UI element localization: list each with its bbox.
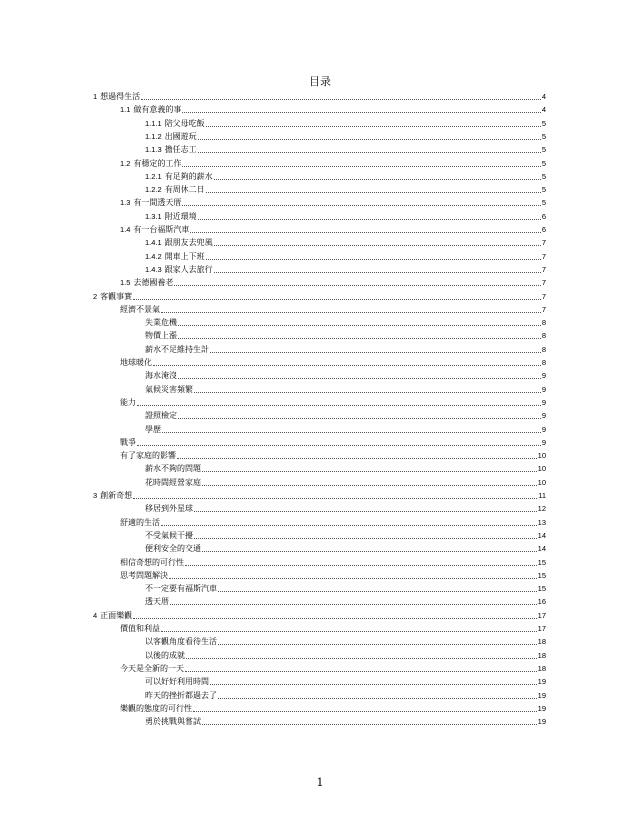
toc-entry[interactable] xyxy=(145,383,546,395)
toc-entry[interactable] xyxy=(93,290,546,302)
toc-leader-dots xyxy=(214,271,541,273)
toc-entry-page: 9 xyxy=(541,438,546,447)
toc-entry[interactable] xyxy=(120,702,546,714)
toc-leader-dots xyxy=(137,444,541,446)
toc-entry-text: 戰爭 xyxy=(120,438,136,447)
toc-entry[interactable] xyxy=(145,210,546,222)
toc-entry-page: 5 xyxy=(541,172,546,181)
toc-entry[interactable] xyxy=(120,662,546,674)
toc-leader-dots xyxy=(202,484,537,486)
toc-entry[interactable] xyxy=(120,622,546,634)
toc-entry[interactable] xyxy=(93,609,546,621)
toc-entry-page: 4 xyxy=(541,92,546,101)
toc-entry-text: 失業危機 xyxy=(145,318,177,327)
toc-entry-page: 19 xyxy=(537,691,546,700)
toc-entry-page: 9 xyxy=(541,371,546,380)
toc-leader-dots xyxy=(182,165,540,167)
toc-entry-text: 有一間透天厝 xyxy=(133,198,182,207)
toc-leader-dots xyxy=(218,590,537,592)
toc-leader-dots xyxy=(210,683,537,685)
toc-entry-number: 1.1.3 xyxy=(145,145,162,154)
toc-title: 目录 xyxy=(309,75,331,88)
toc-entry-page: 18 xyxy=(537,651,546,660)
toc-leader-dots xyxy=(194,510,537,512)
toc-entry-text: 以後的成就 xyxy=(145,651,185,660)
toc-entry-page: 5 xyxy=(541,145,546,154)
toc-entry-text: 附近環境 xyxy=(164,212,197,221)
toc-leader-dots xyxy=(133,617,536,619)
toc-leader-dots xyxy=(210,351,541,353)
toc-leader-dots xyxy=(190,231,540,233)
toc-entry-text: 去德國養老 xyxy=(133,278,174,287)
toc-leader-dots xyxy=(185,670,537,672)
toc-leader-dots xyxy=(198,138,541,140)
toc-entry-page: 13 xyxy=(537,518,546,527)
toc-entry[interactable] xyxy=(120,196,546,208)
toc-entry-page: 8 xyxy=(541,358,546,367)
toc-leader-dots xyxy=(161,630,537,632)
toc-entry-number: 1.4 xyxy=(120,225,131,234)
toc-entry-number: 1.4.1 xyxy=(145,238,162,247)
toc-entry[interactable] xyxy=(145,143,546,155)
toc-entry-text: 客觀事實 xyxy=(100,292,133,301)
toc-entry-number: 1 xyxy=(93,92,98,101)
toc-entry-text: 以客觀角度看待生活 xyxy=(145,637,217,646)
toc-leader-dots xyxy=(162,431,541,433)
toc-entry[interactable] xyxy=(145,542,546,554)
toc-leader-dots xyxy=(218,697,537,699)
toc-entry-page: 15 xyxy=(537,571,546,580)
page-number: 1 xyxy=(316,776,324,789)
toc-leader-dots xyxy=(198,151,541,153)
toc-entry-text: 便利安全的交通 xyxy=(145,544,201,553)
toc-entry-text: 昨天的挫折都過去了 xyxy=(145,691,217,700)
toc-entry-page: 18 xyxy=(537,637,546,646)
toc-entry-page: 10 xyxy=(537,464,546,473)
toc-leader-dots xyxy=(133,497,537,499)
toc-entry[interactable] xyxy=(120,436,546,448)
toc-entry-page: 4 xyxy=(541,105,546,114)
toc-entry-page: 5 xyxy=(541,198,546,207)
toc-entry-text: 創新奇想 xyxy=(100,491,133,500)
toc-leader-dots xyxy=(170,603,537,605)
toc-entry-number: 1.4.3 xyxy=(145,265,162,274)
toc-leader-dots xyxy=(182,204,540,206)
toc-entry-page: 5 xyxy=(541,132,546,141)
toc-entry-text: 有周休二日 xyxy=(164,185,205,194)
toc-entry-text: 經濟不景氣 xyxy=(120,305,160,314)
toc-entry-number: 4 xyxy=(93,611,98,620)
toc-entry-page: 7 xyxy=(541,265,546,274)
toc-entry-page: 9 xyxy=(541,398,546,407)
toc-entry-number: 1.2.2 xyxy=(145,185,162,194)
toc-entry-page: 7 xyxy=(541,238,546,247)
toc-entry-page: 7 xyxy=(541,252,546,261)
toc-entry[interactable] xyxy=(145,369,546,381)
toc-entry-page: 16 xyxy=(537,597,546,606)
toc-entry-text: 不一定要有福斯汽車 xyxy=(145,584,217,593)
toc-entry-page: 5 xyxy=(541,185,546,194)
toc-leader-dots xyxy=(141,98,541,100)
toc-entry[interactable] xyxy=(93,90,546,102)
toc-leader-dots xyxy=(153,364,541,366)
toc-leader-dots xyxy=(185,564,537,566)
toc-leader-dots xyxy=(137,404,541,406)
toc-entry-page: 10 xyxy=(537,478,546,487)
toc-entry[interactable] xyxy=(145,170,546,182)
toc-entry-text: 學歷 xyxy=(145,425,161,434)
toc-entry-page: 7 xyxy=(541,278,546,287)
toc-entry[interactable] xyxy=(120,276,546,288)
toc-entry-page: 7 xyxy=(541,292,546,301)
toc-entry[interactable] xyxy=(145,130,546,142)
toc-entry-text: 勇於挑戰與嘗試 xyxy=(145,717,201,726)
toc-leader-dots xyxy=(182,111,540,113)
toc-entry-text: 舒適的生活 xyxy=(120,518,160,527)
toc-entry[interactable] xyxy=(145,476,546,488)
toc-entry[interactable] xyxy=(120,103,546,115)
toc-entry-text: 想過得生活 xyxy=(100,92,141,101)
toc-entry-page: 8 xyxy=(541,318,546,327)
toc-entry-text: 花時間經營家庭 xyxy=(145,478,201,487)
toc-leader-dots xyxy=(177,457,537,459)
toc-entry-page: 15 xyxy=(537,558,546,567)
toc-leader-dots xyxy=(174,284,540,286)
toc-entry[interactable] xyxy=(120,303,546,315)
toc-entry[interactable] xyxy=(145,117,546,129)
toc-leader-dots xyxy=(202,723,537,725)
toc-entry-text: 跟朋友去兜風 xyxy=(164,238,213,247)
toc-entry-number: 1.1 xyxy=(120,105,131,114)
toc-entry-number: 1.2.1 xyxy=(145,172,162,181)
toc-leader-dots xyxy=(214,244,541,246)
toc-entry-page: 17 xyxy=(537,624,546,633)
toc-entry-text: 有了家庭的影響 xyxy=(120,451,176,460)
toc-entry[interactable] xyxy=(120,516,546,528)
toc-leader-dots xyxy=(161,524,537,526)
toc-entry-text: 不受氣候干擾 xyxy=(145,531,193,540)
toc-entry-number: 1.4.2 xyxy=(145,252,162,261)
toc-entry[interactable] xyxy=(145,715,546,727)
toc-entry-page: 19 xyxy=(537,677,546,686)
toc-entry[interactable] xyxy=(145,329,546,341)
toc-leader-dots xyxy=(214,178,541,180)
toc-entry-text: 證照檢定 xyxy=(145,411,177,420)
toc-entry-page: 15 xyxy=(537,584,546,593)
toc-entry[interactable] xyxy=(145,649,546,661)
toc-entry[interactable] xyxy=(145,635,546,647)
toc-leader-dots xyxy=(133,298,541,300)
toc-entry-text: 出國遊玩 xyxy=(164,132,197,141)
toc-entry-page: 6 xyxy=(541,212,546,221)
toc-entry-text: 有一台福斯汽車 xyxy=(133,225,190,234)
toc-entry[interactable] xyxy=(120,157,546,169)
toc-entry[interactable] xyxy=(145,183,546,195)
toc-entry-text: 樂觀的態度的可行性 xyxy=(120,704,192,713)
toc-entry[interactable] xyxy=(145,263,546,275)
toc-entry-page: 12 xyxy=(537,504,546,513)
toc-leader-dots xyxy=(161,311,541,313)
toc-entry-page: 19 xyxy=(537,704,546,713)
toc-entry-page: 5 xyxy=(541,119,546,128)
toc-entry[interactable] xyxy=(120,569,546,581)
toc-entry-text: 海水淹沒 xyxy=(145,371,177,380)
toc-entry-text: 做有意義的事 xyxy=(133,105,182,114)
toc-entry-text: 透天厝 xyxy=(145,597,169,606)
toc-entry[interactable] xyxy=(145,409,546,421)
toc-entry-page: 8 xyxy=(541,345,546,354)
toc-entry-page: 9 xyxy=(541,385,546,394)
toc-entry-text: 有穩定的工作 xyxy=(133,159,182,168)
toc-leader-dots xyxy=(178,417,541,419)
toc-entry-page: 9 xyxy=(541,425,546,434)
toc-entry-page: 7 xyxy=(541,305,546,314)
toc-entry-text: 物價上漲 xyxy=(145,331,177,340)
toc-entry-page: 14 xyxy=(537,531,546,540)
toc-entry-page: 18 xyxy=(537,664,546,673)
toc-leader-dots xyxy=(206,258,541,260)
toc-entry-text: 相信奇想的可行性 xyxy=(120,558,184,567)
toc-leader-dots xyxy=(186,657,537,659)
toc-leader-dots xyxy=(206,125,541,127)
toc-entry-text: 薪水不足維持生計 xyxy=(145,345,209,354)
toc-entry[interactable] xyxy=(120,556,546,568)
toc-leader-dots xyxy=(169,577,537,579)
toc-entry[interactable] xyxy=(145,502,546,514)
toc-entry-text: 有足夠的薪水 xyxy=(164,172,213,181)
toc-entry-page: 9 xyxy=(541,411,546,420)
toc-leader-dots xyxy=(202,470,537,472)
toc-entry-page: 8 xyxy=(541,331,546,340)
toc-entry-text: 正面樂觀 xyxy=(100,611,133,620)
toc-entry-page: 14 xyxy=(537,544,546,553)
toc-entry[interactable] xyxy=(120,356,546,368)
toc-entry-text: 移居到外星球 xyxy=(145,504,193,513)
toc-leader-dots xyxy=(178,324,541,326)
toc-entry[interactable] xyxy=(145,250,546,262)
toc-entry-text: 陪父母吃飯 xyxy=(164,119,205,128)
toc-entry[interactable] xyxy=(145,582,546,594)
toc-entry-number: 1.3.1 xyxy=(145,212,162,221)
toc-entry[interactable] xyxy=(145,462,546,474)
toc-leader-dots xyxy=(218,643,537,645)
toc-entry-text: 開車上下班 xyxy=(164,252,205,261)
toc-entry-number: 1.2 xyxy=(120,159,131,168)
toc-entry-page: 5 xyxy=(541,159,546,168)
toc-entry-page: 11 xyxy=(538,491,546,500)
toc-entry-text: 價值和利益 xyxy=(120,624,160,633)
toc-entry-text: 氣候災害頻繁 xyxy=(145,385,193,394)
toc-entry[interactable] xyxy=(93,489,546,501)
toc-entry[interactable] xyxy=(145,316,546,328)
toc-entry-text: 地球暖化 xyxy=(120,358,152,367)
toc-entry-text: 思考問題解決 xyxy=(120,571,168,580)
toc-entry-text: 可以好好利用時間 xyxy=(145,677,209,686)
toc-entry-number: 1.3 xyxy=(120,198,131,207)
toc-leader-dots xyxy=(206,191,541,193)
toc-entry-page: 10 xyxy=(537,451,546,460)
toc-leader-dots xyxy=(193,710,537,712)
toc-entry-page: 6 xyxy=(541,225,546,234)
toc-entry-number: 1.1.1 xyxy=(145,119,162,128)
toc-entry[interactable] xyxy=(145,689,546,701)
toc-entry[interactable] xyxy=(145,675,546,687)
toc-entry-text: 今天是全新的一天 xyxy=(120,664,184,673)
toc-entry[interactable] xyxy=(120,449,546,461)
toc-entry-text: 擔任志工 xyxy=(164,145,197,154)
toc-entry-page: 19 xyxy=(537,717,546,726)
toc-leader-dots xyxy=(194,537,537,539)
toc-entry[interactable] xyxy=(145,529,546,541)
toc-leader-dots xyxy=(198,218,541,220)
toc-entry[interactable] xyxy=(145,423,546,435)
toc-entry[interactable] xyxy=(120,223,546,235)
toc-leader-dots xyxy=(202,550,537,552)
toc-entry-number: 2 xyxy=(93,292,98,301)
toc-leader-dots xyxy=(178,377,541,379)
toc-leader-dots xyxy=(194,391,541,393)
toc-entry-text: 跟家人去旅行 xyxy=(164,265,213,274)
toc-entry-text: 能力 xyxy=(120,398,136,407)
toc-entry[interactable] xyxy=(145,236,546,248)
toc-entry[interactable] xyxy=(145,343,546,355)
toc-entry[interactable] xyxy=(145,595,546,607)
toc-entry[interactable] xyxy=(120,396,546,408)
toc-entry-page: 17 xyxy=(537,611,546,620)
toc-leader-dots xyxy=(178,337,541,339)
toc-entry-number: 1.1.2 xyxy=(145,132,162,141)
toc-entry-text: 薪水不夠的問題 xyxy=(145,464,201,473)
toc-entry-number: 3 xyxy=(93,491,98,500)
toc-entry-number: 1.5 xyxy=(120,278,131,287)
